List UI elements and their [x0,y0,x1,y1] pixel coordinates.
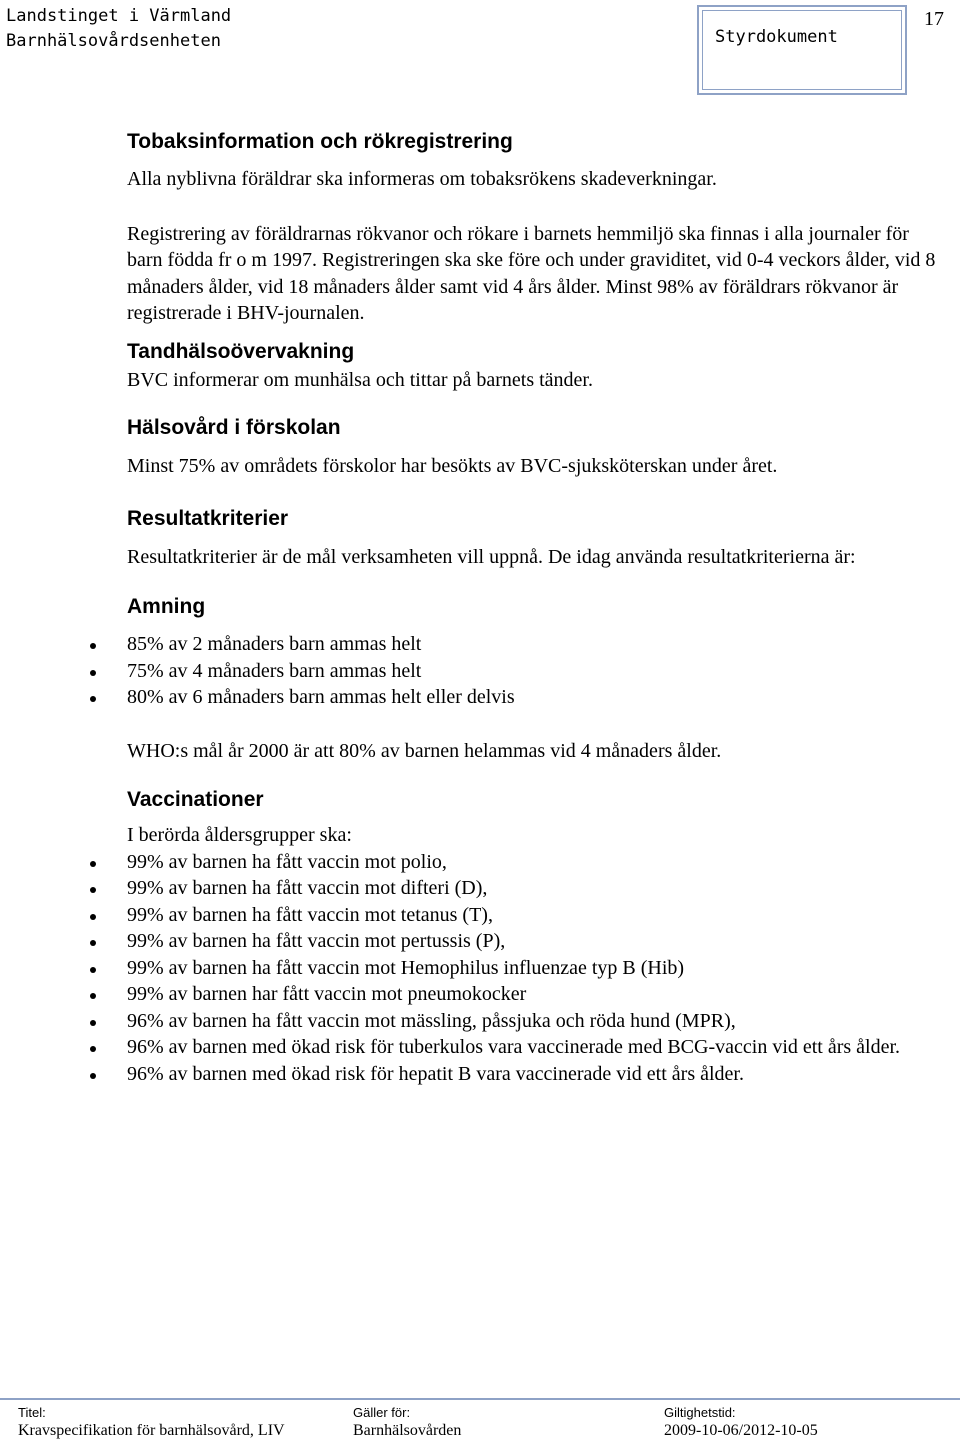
list-item: 96% av barnen ha fått vaccin mot mässling, påssjuka och röda hund (MPR), [127,1008,935,1035]
para-result-criteria: Resultatkriterier är de mål verksamheten vill uppnå. De idag använda resultatkriterierna är: [127,545,856,568]
list-item: 99% av barnen ha fått vaccin mot difteri (D), [127,875,935,902]
bullet-icon [90,1020,96,1026]
vaccination-list [127,849,935,1088]
bullet-icon [90,861,96,867]
breastfeeding-list [127,631,935,711]
page-number: 17 [924,8,944,30]
para-who-goal: WHO:s mål år 2000 är att 80% av barnen helammas vid 4 månaders ålder. [127,739,722,762]
footer-validity [664,1405,818,1441]
list-item: 75% av 4 månaders barn ammas helt [127,658,935,685]
header-organization [6,4,231,54]
list-item: 96% av barnen med ökad risk för tuberkulos vara vaccinerade med BCG-vaccin vid ett års ålder. [127,1034,935,1061]
list-item: 99% av barnen har fått vaccin mot pneumokocker [127,981,935,1008]
bullet-icon [90,914,96,920]
para-dental: BVC informerar om munhälsa och tittar på barnets tänder. [127,368,593,391]
list-item: 99% av barnen ha fått vaccin mot polio, [127,849,935,876]
footer-applies [353,1405,461,1441]
doc-type-box-inner [702,10,902,90]
bullet-icon [90,993,96,999]
bullet-icon [90,940,96,946]
heading-breastfeeding: Amning [127,595,206,618]
para-vacc-intro: I berörda åldersgrupper ska: [127,824,352,846]
bullet-icon [90,967,96,973]
list-item: 99% av barnen ha fått vaccin mot pertussis (P), [127,928,935,955]
footer-validity-label: Giltighetstid: [664,1405,736,1420]
heading-vaccinations: Vaccinationer [127,788,264,811]
para-tobacco-registration: Registrering av föräldrarnas rökvanor och rökare i barnets hemmiljö ska finnas i alla journaler för barn födda fr o m 1997. Registreringen ska ske före och under graviditet, vid 0-4 veckors ålder, vid 8 månaders ålder, vid 18 månaders ålder samt vid 4 års ålder. Minst 98% av föräldrars rökvanor är registrerade i BHV-journalen. [127,222,936,324]
doc-type-box [697,5,907,95]
footer-title-label: Titel: [18,1405,46,1420]
list-item: 99% av barnen ha fått vaccin mot tetanus (T), [127,902,935,929]
heading-dental: Tandhälsoövervakning [127,339,355,363]
bullet-icon [90,670,96,676]
document-body [127,127,935,1087]
org-name: Landstinget i Värmland [6,6,232,26]
footer-title [18,1405,285,1441]
footer-validity-value: 2009-10-06/2012-10-05 [664,1422,818,1439]
list-item: 80% av 6 månaders barn ammas helt eller delvis [127,684,935,711]
org-unit: Barnhälsovårdsenheten [6,31,221,51]
heading-preschool: Hälsovård i förskolan [127,416,341,439]
footer-applies-value: Barnhälsovården [353,1422,462,1439]
bullet-icon [90,1046,96,1052]
bullet-icon [90,1073,96,1079]
list-item: 96% av barnen med ökad risk för hepatit B vara vaccinerade vid ett års ålder. [127,1061,935,1088]
bullet-icon [90,643,96,649]
para-tobacco-info: Alla nyblivna föräldrar ska informeras om tobaksrökens skadeverkningar. [127,168,717,190]
footer-title-value: Kravspecifikation för barnhälsovård, LIV [18,1422,285,1439]
list-item: 99% av barnen ha fått vaccin mot Hemophilus influenzae typ B (Hib) [127,955,935,982]
list-item: 85% av 2 månaders barn ammas helt [127,631,935,658]
bullet-icon [90,887,96,893]
heading-result-criteria: Resultatkriterier [127,506,289,530]
para-preschool: Minst 75% av områdets förskolor har besökts av BVC-sjuksköterskan under året. [127,455,778,477]
heading-tobacco: Tobaksinformation och rökregistrering [127,130,513,153]
footer-applies-label: Gäller för: [353,1405,411,1420]
doc-type-label: Styrdokument [715,27,838,47]
bullet-icon [90,696,96,702]
footer-divider [0,1398,960,1400]
